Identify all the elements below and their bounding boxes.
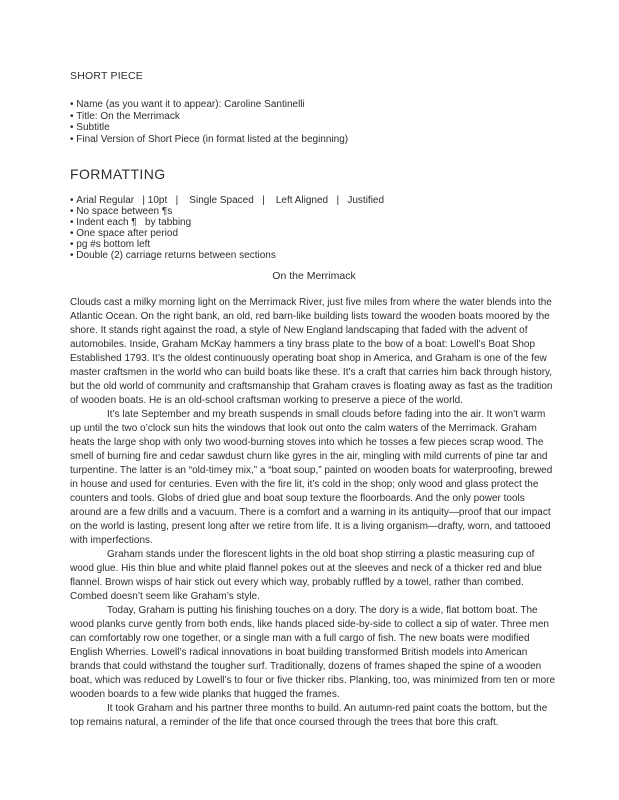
list-item-text: Final Version of Short Piece (in format listed at the beginning) (76, 133, 349, 145)
list-item-text: Double (2) carriage returns between sections (76, 249, 276, 261)
section-heading-formatting: FORMATTING (70, 166, 166, 182)
formatting-rules-list (70, 196, 558, 261)
list-item (70, 111, 558, 123)
list-item-text: pg #s bottom left (76, 238, 151, 250)
paragraph: Graham stands under the florescent lights in the old boat shop stirring a plastic measuring cup of wood glue. His thin blue and white plaid flannel pokes out at the sleeves and neck of a thicker red and blue flannel. Brown wisps of hair stick out every which way, probably ruffled by a towel, rather than combed. Combed doesn’t seem like Graham’s style. (70, 549, 542, 603)
section-heading-short-piece: SHORT PIECE (70, 70, 143, 82)
paragraph: Today, Graham is putting his finishing touches on a dory. The dory is a wide, flat bottom boat. The wood planks curve gently from both ends, like hands placed side-by-side to collect a sip of water. Three men can comfortably row one together, or a single man with a full cargo of fish. The new boats were modified English Wherries. Lowell’s radical innovations in boat building transformed British models into American brands that could withstand the tougher surf. Traditionally, dozens of frames shaped the spine of a wooden boat, which was reduced by Lowell’s to four or five thicker ribs. Planking, too, was minimized from ten or more wooden boards to a few wide planks that hugged the frames. (70, 605, 556, 701)
list-item-text: No space between ¶s (76, 205, 173, 217)
piece-body (70, 296, 558, 730)
piece-title: On the Merrimack (272, 270, 356, 283)
list-item-text: Title: On the Merrimack (76, 110, 180, 122)
list-item-text: Name (as you want it to appear): Caroline Santinelli (76, 99, 305, 110)
list-item (70, 122, 558, 134)
list-item-text: Arial Regular | 10pt | Single Spaced | Left Aligned | Justified (76, 195, 385, 206)
submission-info-list (70, 99, 558, 145)
list-item-text: Subtitle (76, 122, 110, 133)
list-item (70, 134, 558, 146)
list-item-text: One space after period (76, 227, 179, 239)
list-item (70, 99, 558, 111)
paragraph: It took Graham and his partner three months to build. An autumn-red paint coats the bottom, but the top remains natural, a reminder of the life that once coursed through the trees that bore this craft. (70, 703, 548, 729)
list-item-text: Indent each ¶ by tabbing (76, 216, 192, 228)
list-item (70, 251, 558, 262)
paragraph: It’s late September and my breath suspends in small clouds before fading into the air. It won’t warm up until the two o’clock sun hits the windows that look out onto the calm waters of the Merrimack. Graham heats the large shop with only two wood-burning stoves into which he tosses a few pieces scrap wood. The smell of burning fire and cedar sawdust churn like gyres in the air, mingling with mild currents of pine tar and turpentine. The latter is an “old-timey mix,” a “boat soup,” painted on wooden boats for waterproofing, brewed in house and used for centuries. Even with the fire lit, it’s cold in the shop; only wood and glass protect the counters and tools. Globs of dried glue and boat soup texture the floorboards. And the only power tools around are a few drills and a vacuum. There is a comfort and a warning in its antiquity—proof that our impact on the world is lasting, present long after we retire from life. It is a living organism—drafty, worn, and tattooed with imperfections. (70, 409, 553, 547)
paragraph: Clouds cast a milky morning light on the Merrimack River, just five miles from where the water blends into the Atlantic Ocean. On the right bank, an old, red barn-like building lists toward the wooden boats moored by the shore. It stands right against the road, a style of New England landscaping that faded with the advent of automobiles. Inside, Graham McKay hammers a tiny brass plate to the bow of a boat: Lowell’s Boat Shop Established 1793. It’s the oldest continuously operating boat shop in America, and Graham is one of the few master craftsmen in the world who can build boats like these. It’s a craft that carries him back through history, but the old world of community and craftsmanship that Graham craves is floating away as fast as the tradition of wooden boats. He is an old-school craftsman working to preserve a piece of the world. (70, 297, 553, 407)
